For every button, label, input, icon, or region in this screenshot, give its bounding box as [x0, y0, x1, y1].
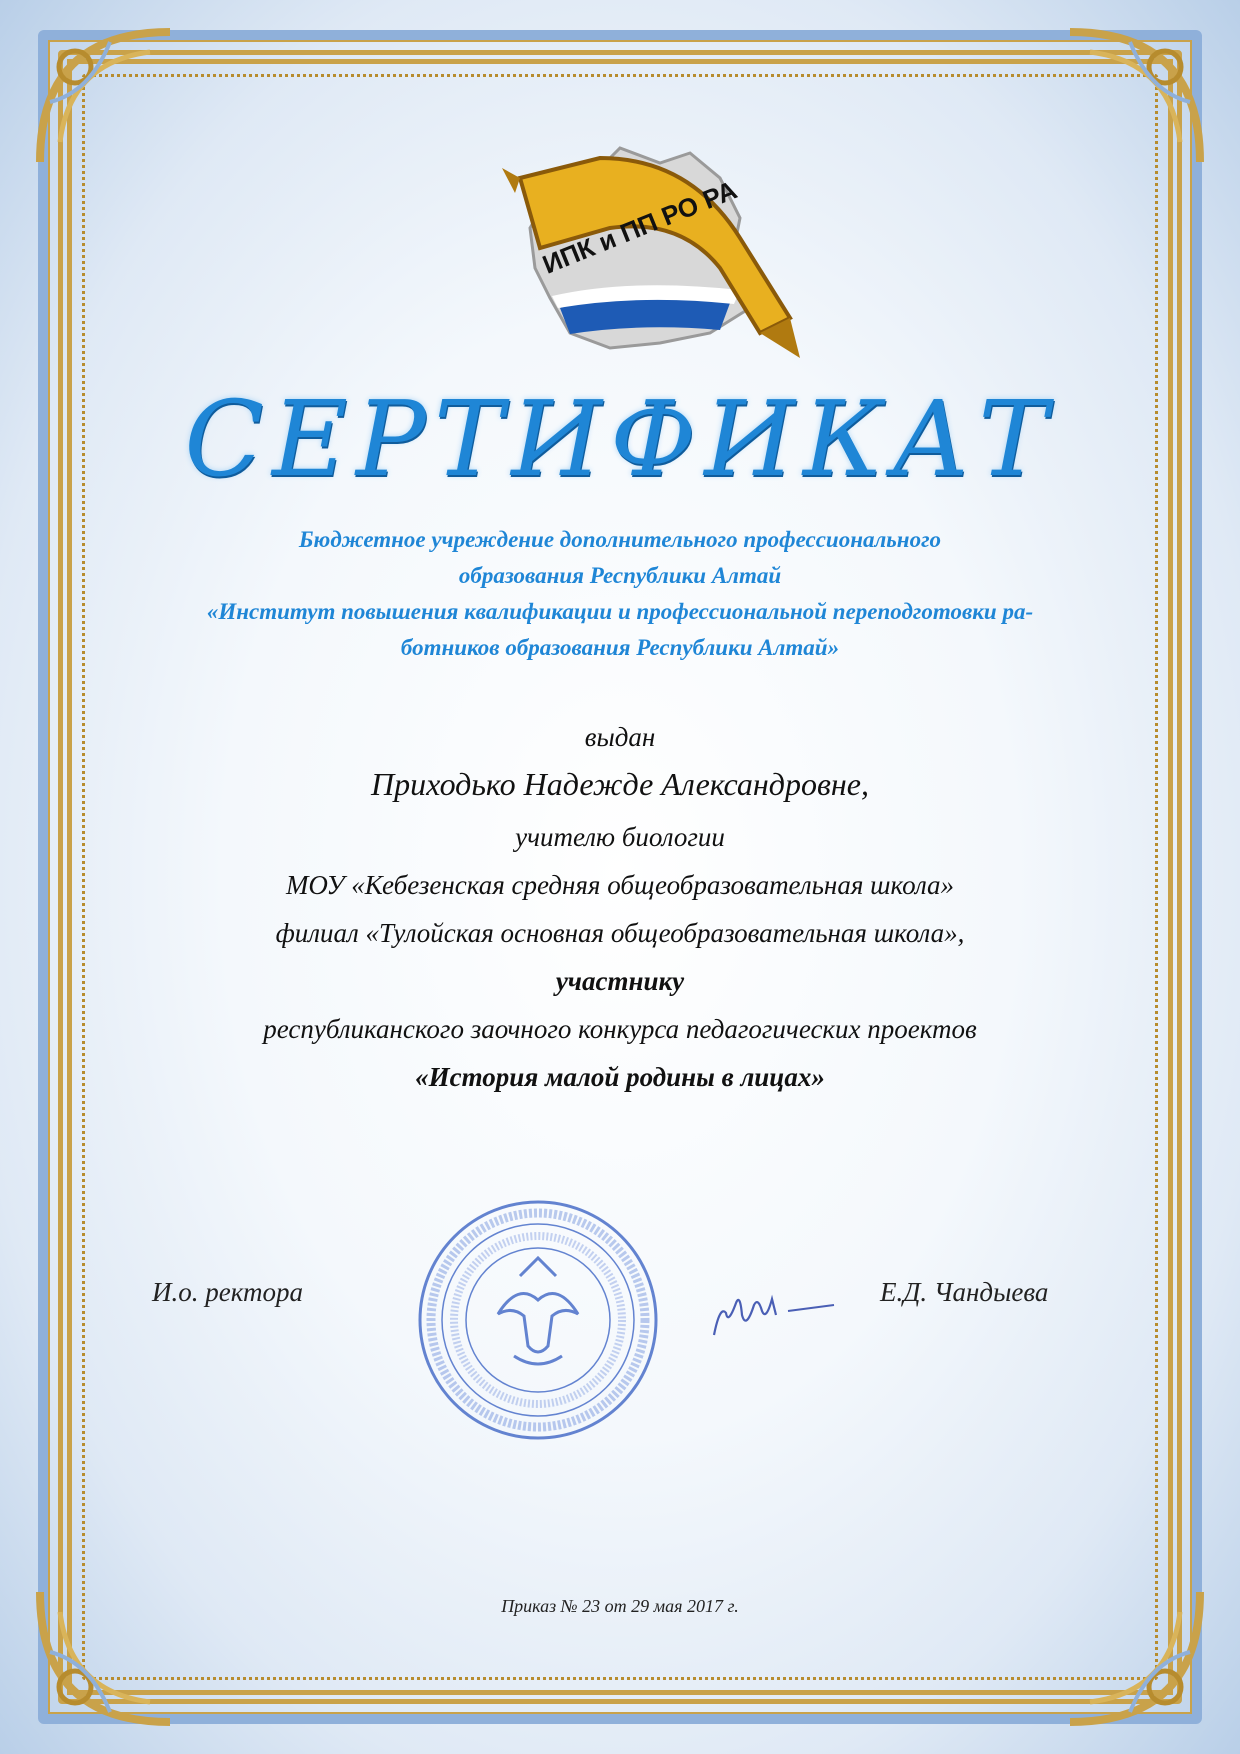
- recipient-role: участнику: [555, 966, 685, 996]
- recipient-school: МОУ «Кебезенская средняя общеобразовательная школа»: [285, 870, 955, 900]
- signer-position: И.о. ректора: [152, 1277, 304, 1307]
- institute-logo: [490, 118, 800, 373]
- recipient-position: учителю биологии: [515, 822, 725, 852]
- organization-line: ботников образования Республики Алтай»: [400, 635, 840, 660]
- organization-line: Бюджетное учреждение дополнительного профессионального: [298, 527, 942, 552]
- corner-ornament-icon: [1060, 22, 1210, 172]
- issued-label: выдан: [584, 722, 656, 752]
- recipient-branch: филиал «Тулойская основная общеобразовательная школа»,: [275, 918, 965, 948]
- organization-name: [120, 522, 1120, 666]
- logo-text: ИПК и ПП РО РА: [538, 174, 742, 280]
- recipient-name: Приходько Надежде Александровне,: [371, 766, 869, 802]
- competition-name: республиканского заочного конкурса педагогических проектов: [263, 1014, 977, 1044]
- order-reference: Приказ № 23 от 29 мая 2017 г.: [501, 1596, 739, 1616]
- project-title: «История малой родины в лицах»: [415, 1062, 825, 1092]
- corner-ornament-icon: [30, 22, 180, 172]
- recipient-block: [120, 722, 1120, 1110]
- official-stamp: [414, 1196, 662, 1444]
- signer-name: Е.Д. Чандыева: [880, 1277, 1049, 1307]
- handwritten-signature: [706, 1275, 846, 1345]
- certificate-title: СЕРТИФИКАТ: [184, 378, 1056, 500]
- organization-line: «Институт повышения квалификации и профессиональной переподготовки ра-: [206, 599, 1034, 624]
- organization-line: образования Республики Алтай: [458, 563, 782, 588]
